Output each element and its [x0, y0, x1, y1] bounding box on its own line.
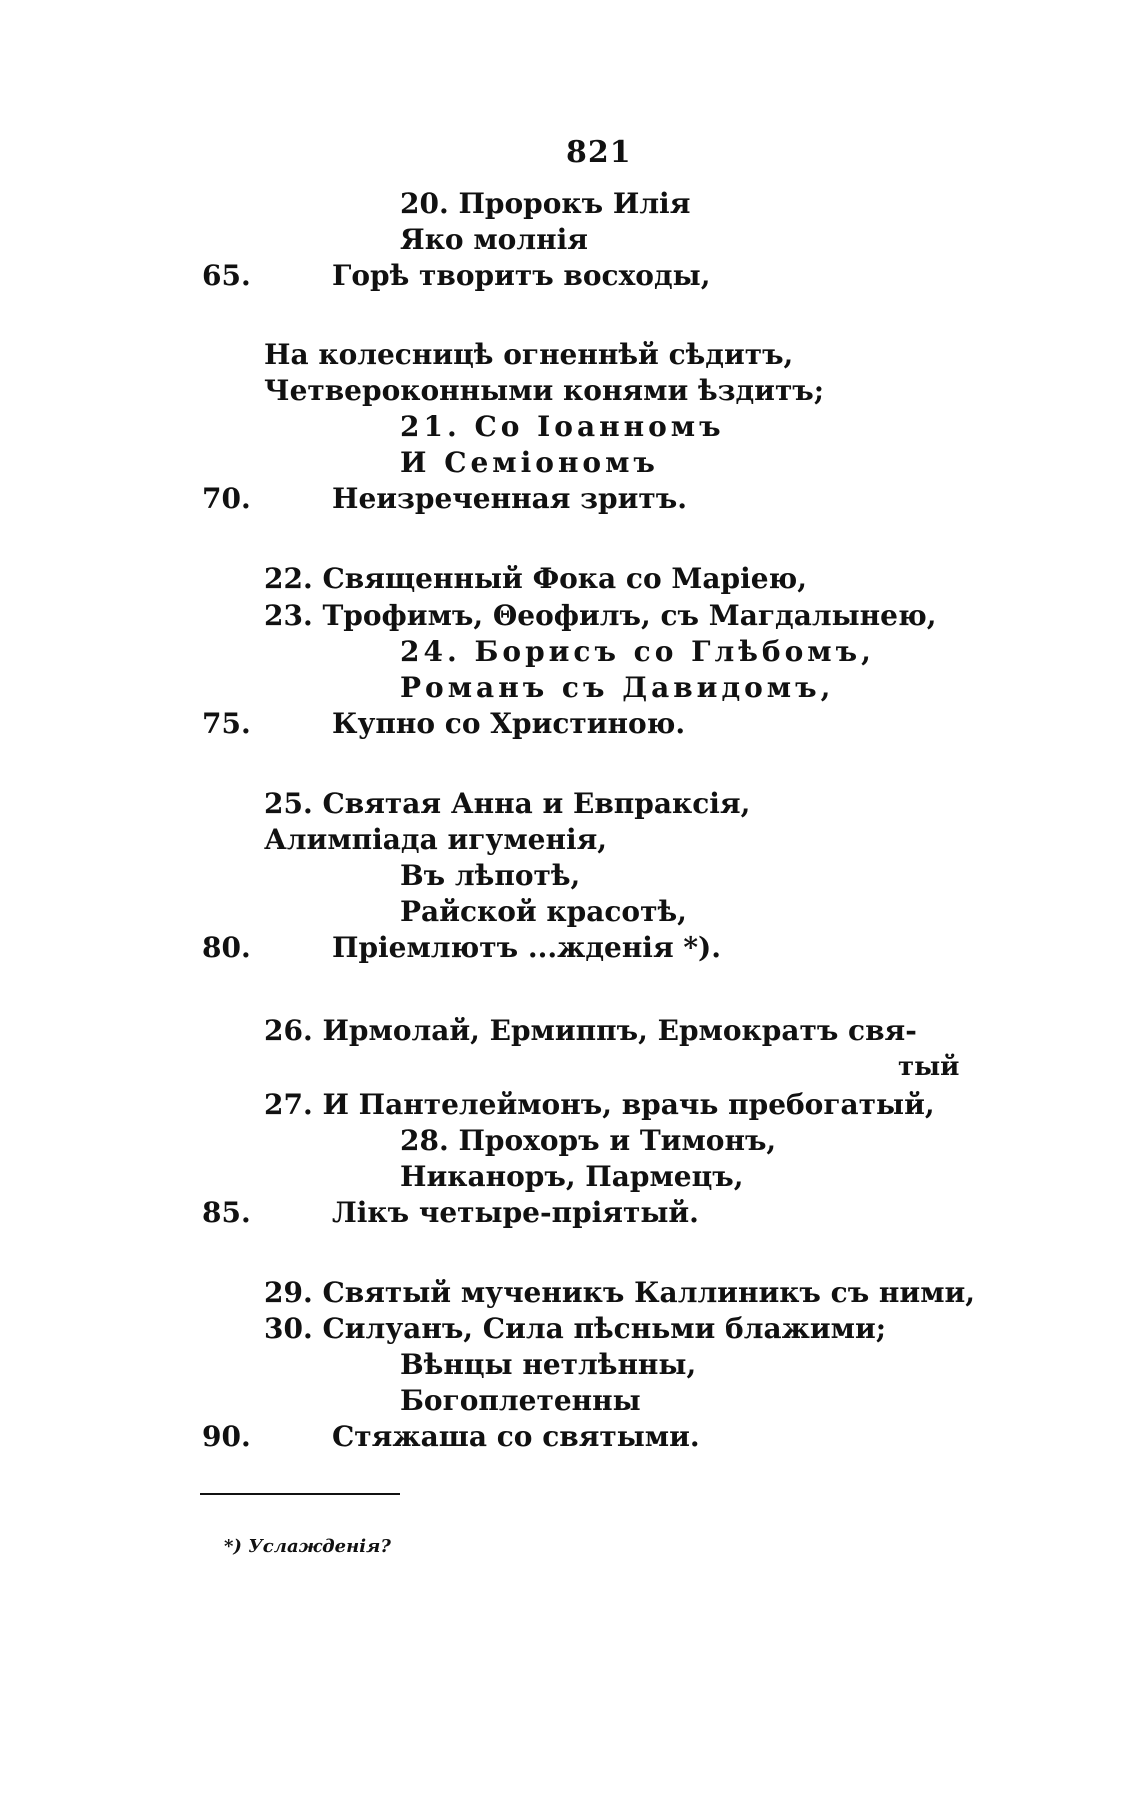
- line-number: 80.: [202, 931, 251, 964]
- verse-line: И Семіономъ: [400, 446, 659, 479]
- line-number: 90.: [202, 1420, 251, 1453]
- line-number: 75.: [202, 707, 251, 740]
- verse-line: 22. Священный Фока со Маріею,: [264, 562, 808, 595]
- verse-line: Романъ съ Давидомъ,: [400, 671, 835, 704]
- verse-line: Богоплетенны: [400, 1384, 641, 1417]
- verse-line: 27. И Пантелеймонъ, врачь пребогатый,: [264, 1088, 935, 1121]
- verse-line: 24. Борисъ со Глѣбомъ,: [400, 635, 875, 668]
- verse-line: 29. Святый мученикъ Каллиникъ съ ними,: [264, 1276, 976, 1309]
- verse-line: 30. Силуанъ, Сила пѣсньми блажими;: [264, 1312, 887, 1345]
- verse-line-continuation: тый: [898, 1052, 960, 1082]
- verse-line: 70. Неизреченная зритъ.: [202, 482, 687, 515]
- verse-line: 20. Пророкъ Илія: [400, 187, 691, 220]
- verse-line: 28. Прохоръ и Тимонъ,: [400, 1124, 777, 1157]
- verse-line: Въ лѣпотѣ,: [400, 859, 581, 892]
- verse-line: Яко молнія: [400, 223, 588, 256]
- verse-line: Алимпіада игуменія,: [264, 823, 608, 856]
- line-number: 70.: [202, 482, 251, 515]
- verse-line: 25. Святая Анна и Евпраксія,: [264, 787, 751, 820]
- verse-line: 23. Трофимъ, Θеофилъ, съ Магдалынею,: [264, 599, 937, 632]
- verse-line: 80. Пріемлютъ ...жденія *).: [202, 931, 722, 964]
- verse-line: Райской красотѣ,: [400, 895, 687, 928]
- verse-line: 65. Горѣ творитъ восходы,: [202, 259, 711, 292]
- verse-line: 75. Купно со Христиною.: [202, 707, 686, 740]
- verse-line: 90. Стяжаша со святыми.: [202, 1420, 700, 1453]
- verse-line: 26. Ирмолай, Ермиппъ, Ермократъ свя-: [264, 1014, 917, 1047]
- verse-line: 85. Лікъ четыре-пріятый.: [202, 1196, 699, 1229]
- verse-line: На колесницѣ огненнѣй сѣдитъ,: [264, 338, 794, 371]
- footnote-divider: [200, 1493, 400, 1495]
- verse-line: Четвероконными конями ѣздитъ;: [264, 374, 825, 407]
- verse-line: Вѣнцы нетлѣнны,: [400, 1348, 697, 1381]
- verse-line: 21. Со Іоанномъ: [400, 410, 725, 443]
- verse-line: Никаноръ, Пармецъ,: [400, 1160, 744, 1193]
- page-number: 821: [566, 135, 632, 170]
- footnote: *) Услажденія?: [224, 1536, 391, 1557]
- line-number: 65.: [202, 259, 251, 292]
- line-number: 85.: [202, 1196, 251, 1229]
